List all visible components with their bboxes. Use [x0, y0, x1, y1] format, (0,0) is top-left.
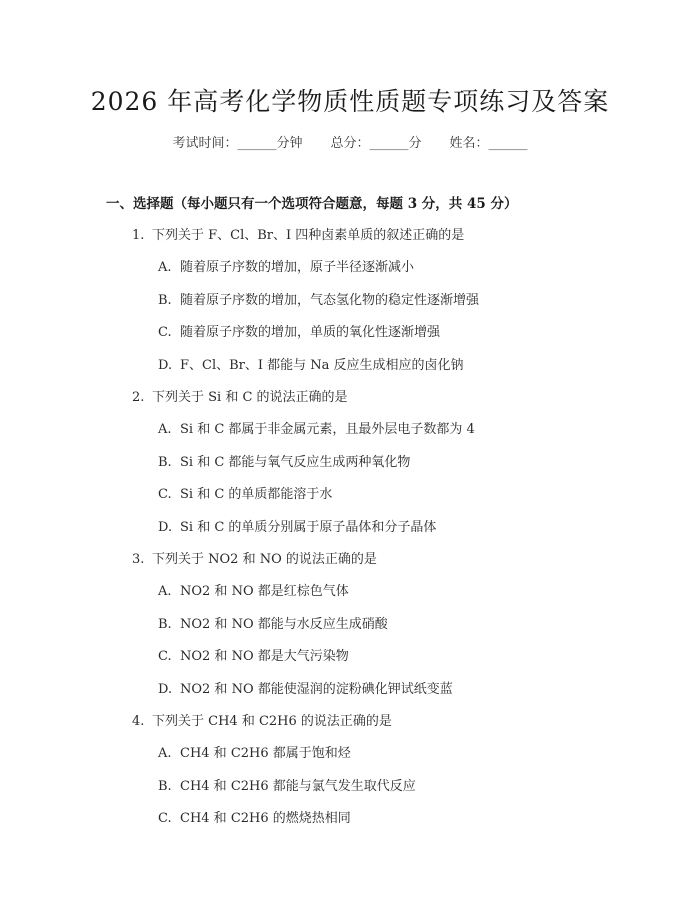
- answer-option: [158, 678, 453, 697]
- question-2: [132, 386, 348, 405]
- section-heading: 一、选择题（每小题只有一个选项符合题意，每题 3 分，共 45 分）: [106, 196, 518, 212]
- student-name: 姓名：______: [449, 136, 528, 151]
- answer-option: [158, 742, 351, 761]
- option-letter: A.: [158, 584, 172, 600]
- answer-option: [158, 451, 410, 470]
- option-letter: A.: [158, 746, 172, 762]
- option-text: Si 和 C 的单质都能溶于水: [180, 487, 333, 503]
- page-title: 2026 年高考化学物质性质题专项练习及答案: [90, 87, 610, 116]
- answer-option: [158, 775, 416, 794]
- total-score: 总分：______分: [330, 136, 422, 151]
- question-number: 1.: [132, 228, 145, 243]
- option-letter: D.: [158, 681, 173, 697]
- option-letter: A.: [158, 260, 172, 276]
- exam-meta: [0, 132, 700, 151]
- option-text: CH4 和 C2H6 都能与氯气发生取代反应: [180, 778, 416, 794]
- option-text: NO2 和 NO 都能与水反应生成硝酸: [180, 616, 388, 632]
- question-1: [132, 224, 464, 243]
- question-4: [132, 710, 392, 729]
- option-letter: D.: [158, 357, 173, 373]
- exam-time: 考试时间：______分钟: [172, 136, 303, 151]
- option-letter: B.: [158, 778, 172, 794]
- option-text: CH4 和 C2H6 都属于饱和烃: [180, 746, 351, 762]
- answer-option: [158, 289, 479, 308]
- question-stem: 下列关于 Si 和 C 的说法正确的是: [152, 390, 348, 405]
- option-letter: C.: [158, 649, 172, 665]
- answer-option: [158, 256, 414, 275]
- option-text: 随着原子序数的增加，气态氢化物的稳定性逐渐增强: [180, 292, 480, 308]
- option-letter: C.: [158, 487, 172, 503]
- option-letter: B.: [158, 616, 172, 632]
- answer-option: [158, 354, 464, 373]
- option-text: Si 和 C 都属于非金属元素，且最外层电子数都为 4: [180, 422, 475, 438]
- answer-option: [158, 645, 349, 664]
- question-number: 4.: [132, 714, 145, 729]
- question-3: [132, 548, 377, 567]
- answer-option: [158, 580, 349, 599]
- question-number: 2.: [132, 390, 145, 405]
- option-text: NO2 和 NO 都能使湿润的淀粉碘化钾试纸变蓝: [180, 681, 453, 697]
- option-text: 随着原子序数的增加，单质的氧化性逐渐增强: [180, 325, 441, 341]
- option-letter: C.: [158, 811, 172, 827]
- option-text: NO2 和 NO 都是红棕色气体: [180, 584, 349, 600]
- question-stem: 下列关于 CH4 和 C2H6 的说法正确的是: [152, 714, 392, 729]
- answer-option: [158, 807, 351, 826]
- question-stem: 下列关于 F、Cl、Br、I 四种卤素单质的叙述正确的是: [152, 228, 465, 243]
- question-number: 3.: [132, 552, 145, 567]
- option-text: F、Cl、Br、I 都能与 Na 反应生成相应的卤化钠: [180, 357, 464, 373]
- question-stem: 下列关于 NO2 和 NO 的说法正确的是: [152, 552, 377, 567]
- option-letter: A.: [158, 422, 172, 438]
- option-letter: B.: [158, 292, 172, 308]
- option-letter: C.: [158, 325, 172, 341]
- answer-option: [158, 613, 388, 632]
- option-letter: B.: [158, 454, 172, 470]
- option-text: Si 和 C 都能与氧气反应生成两种氧化物: [180, 454, 411, 470]
- option-text: NO2 和 NO 都是大气污染物: [180, 649, 349, 665]
- answer-option: [158, 516, 436, 535]
- option-letter: D.: [158, 519, 173, 535]
- answer-option: [158, 483, 332, 502]
- answer-option: [158, 418, 475, 437]
- option-text: Si 和 C 的单质分别属于原子晶体和分子晶体: [180, 519, 437, 535]
- option-text: 随着原子序数的增加，原子半径逐渐减小: [180, 260, 415, 276]
- option-text: CH4 和 C2H6 的燃烧热相同: [180, 811, 351, 827]
- answer-option: [158, 321, 440, 340]
